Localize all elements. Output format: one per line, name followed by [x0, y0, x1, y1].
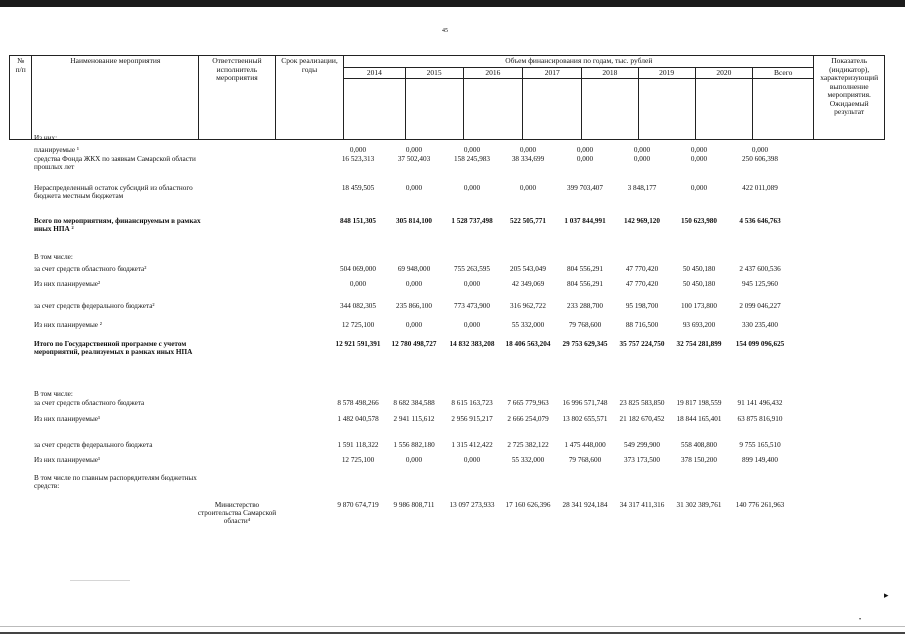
- cell-value: 899 149,400: [742, 456, 778, 464]
- row-label: Из них:: [34, 134, 58, 142]
- cell-value: 50 450,180: [682, 280, 716, 288]
- cell-value: 13 097 273,933: [449, 501, 495, 509]
- cell-value: 21 182 670,452: [619, 415, 665, 423]
- row-label: за счет средств федерального бюджета²: [34, 302, 155, 310]
- cell-value: 0,000: [463, 456, 481, 464]
- cell-value: 1 591 118,322: [337, 441, 379, 449]
- cell-value: 2 725 382,122: [507, 441, 549, 449]
- cell-value: 17 160 626,396: [505, 501, 551, 509]
- header-spacer: [582, 79, 638, 140]
- cell-value: 69 948,000: [397, 265, 431, 273]
- cell-value: 12 725,100: [341, 321, 375, 329]
- row-label: Из них планируемые ²: [34, 321, 102, 329]
- header-year: 2016: [463, 67, 522, 79]
- cell-value: 0,000: [751, 146, 769, 154]
- cell-value: 558 408,800: [681, 441, 717, 449]
- row-label: Итого по Государственной программе с учетом мероприятий, реализуемых в рамках иных НПА: [34, 340, 193, 357]
- cell-value: 34 317 411,316: [619, 501, 665, 509]
- cell-value: 93 693,200: [682, 321, 716, 329]
- scan-mark: •: [859, 617, 862, 623]
- cell-value: 0,000: [633, 146, 651, 154]
- cell-value: 378 150,200: [681, 456, 717, 464]
- cell-value: 88 716,500: [625, 321, 659, 329]
- cell-value: 330 235,400: [742, 321, 778, 329]
- cell-value: 0,000: [405, 456, 423, 464]
- header-spacer: [344, 79, 405, 140]
- header-year: 2019: [638, 67, 695, 79]
- cell-value: 37 502,403: [397, 155, 431, 163]
- cell-value: 1 482 040,578: [337, 415, 379, 423]
- cell-value: 95 198,700: [625, 302, 659, 310]
- cell-value: 0,000: [690, 184, 708, 192]
- cell-value: 2 666 254,079: [507, 415, 549, 423]
- cell-value: 8 682 384,588: [393, 399, 435, 407]
- cell-value: 12 725,100: [341, 456, 375, 464]
- row-label: Из них планируемые²: [34, 280, 101, 288]
- cell-value: 945 125,960: [742, 280, 778, 288]
- row-label: за счет средств областного бюджета: [34, 399, 145, 407]
- scan-top-band: [0, 0, 905, 7]
- cell-value: 31 302 389,761: [676, 501, 722, 509]
- cell-value: 205 543,049: [510, 265, 546, 273]
- cell-value: 55 332,000: [511, 456, 545, 464]
- cell-value: 79 768,600: [568, 456, 602, 464]
- row-label: средства Фонда ЖКХ по заявкам Самарской области прошлых лет: [34, 155, 196, 172]
- header-year: Всего: [753, 67, 814, 79]
- cell-value: 0,000: [405, 146, 423, 154]
- cell-value: 233 288,700: [567, 302, 603, 310]
- cell-value: 0,000: [463, 321, 481, 329]
- cell-value: 2 941 115,612: [393, 415, 435, 423]
- cell-value: 399 703,407: [567, 184, 603, 192]
- header-spacer: [523, 79, 582, 140]
- cell-value: 1 528 737,498: [451, 217, 493, 225]
- cell-value: 2 956 915,217: [451, 415, 493, 423]
- cell-value: 23 825 583,850: [619, 399, 665, 407]
- row-label: Из них планируемые¹: [34, 415, 101, 423]
- cell-value: 91 141 496,432: [737, 399, 783, 407]
- cell-value: 16 996 571,748: [562, 399, 608, 407]
- cell-value: 2 437 600,536: [739, 265, 781, 273]
- cell-value: 1 556 882,180: [393, 441, 435, 449]
- cell-value: 47 770,420: [625, 280, 659, 288]
- header-year: 2014: [344, 67, 405, 79]
- header-year: 2017: [523, 67, 582, 79]
- cell-value: 8 615 163,723: [451, 399, 493, 407]
- header-spacer: [695, 79, 752, 140]
- table-header: [9, 55, 885, 140]
- cell-value: 0,000: [519, 184, 537, 192]
- cell-value: 9 870 674,719: [337, 501, 379, 509]
- cell-value: 344 082,305: [340, 302, 376, 310]
- row-responsible: Министерство строительства Самарской области⁴: [197, 501, 277, 526]
- cell-value: 79 768,600: [568, 321, 602, 329]
- cell-value: 0,000: [405, 321, 423, 329]
- cell-value: 0,000: [405, 184, 423, 192]
- cell-value: 0,000: [576, 155, 594, 163]
- cell-value: 16 523,313: [341, 155, 375, 163]
- page-number: 45: [442, 28, 448, 34]
- scan-bottom-line: [0, 626, 905, 627]
- row-label: В том числе:: [34, 390, 73, 398]
- cell-value: 0,000: [349, 280, 367, 288]
- cell-value: 154 099 096,625: [735, 340, 785, 348]
- cell-value: 38 334,699: [511, 155, 545, 163]
- cell-value: 1 037 844,991: [564, 217, 606, 225]
- cell-value: 1 475 448,000: [564, 441, 606, 449]
- cell-value: 2 099 046,227: [739, 302, 781, 310]
- row-label: В том числе по главным распорядителям бюджетных средств:: [34, 474, 197, 491]
- cell-value: 100 173,800: [681, 302, 717, 310]
- cell-value: 42 349,069: [511, 280, 545, 288]
- header-spacer: [753, 79, 814, 140]
- header-year: 2015: [405, 67, 463, 79]
- cell-value: 142 969,120: [624, 217, 660, 225]
- scan-artifact: [70, 580, 130, 581]
- cell-value: 549 299,900: [624, 441, 660, 449]
- cell-value: 12 780 498,727: [391, 340, 437, 348]
- cell-value: 1 315 412,422: [451, 441, 493, 449]
- cell-value: 47 770,420: [625, 265, 659, 273]
- row-label: Всего по мероприятиям, финансируемым в рамках иных НПА ²: [34, 217, 201, 234]
- cell-value: 422 011,089: [742, 184, 778, 192]
- cell-value: 373 173,500: [624, 456, 660, 464]
- cell-value: 140 776 261,963: [735, 501, 785, 509]
- header-num: № п/п: [10, 56, 32, 140]
- cell-value: 804 556,291: [567, 280, 603, 288]
- cell-value: 12 921 591,391: [335, 340, 381, 348]
- scan-bottom-rule: [0, 632, 905, 634]
- cell-value: 4 536 646,763: [739, 217, 781, 225]
- cell-value: 32 754 281,899: [676, 340, 722, 348]
- cell-value: 150 623,980: [681, 217, 717, 225]
- cell-value: 35 757 224,750: [619, 340, 665, 348]
- cell-value: 0,000: [463, 146, 481, 154]
- cell-value: 158 245,983: [454, 155, 490, 163]
- row-label: В том числе:: [34, 253, 73, 261]
- cell-value: 28 341 924,184: [562, 501, 608, 509]
- header-indicator: Показатель (индикатор), характеризующий выполнение мероприятия. Ожидаемый результат: [814, 56, 885, 140]
- header-year: 2020: [695, 67, 752, 79]
- header-term: Срок реализации, годы: [275, 56, 343, 140]
- cell-value: 235 866,100: [396, 302, 432, 310]
- cell-value: 18 844 165,401: [676, 415, 722, 423]
- cell-value: 250 606,398: [742, 155, 778, 163]
- header-responsible: Ответственный исполнитель мероприятия: [199, 56, 276, 140]
- cell-value: 14 832 383,208: [449, 340, 495, 348]
- cell-value: 316 962,722: [510, 302, 546, 310]
- cell-value: 8 578 498,266: [337, 399, 379, 407]
- cell-value: 0,000: [576, 146, 594, 154]
- header-funding: Объем финансирования по годам, тыс. рублей: [344, 56, 814, 68]
- cell-value: 504 069,000: [340, 265, 376, 273]
- cell-value: 773 473,900: [454, 302, 490, 310]
- cell-value: 50 450,180: [682, 265, 716, 273]
- cell-value: 18 459,505: [341, 184, 375, 192]
- header-spacer: [638, 79, 695, 140]
- cell-value: 9 755 165,510: [739, 441, 781, 449]
- cell-value: 0,000: [405, 280, 423, 288]
- cell-value: 305 814,100: [396, 217, 432, 225]
- cell-value: 0,000: [633, 155, 651, 163]
- cell-value: 848 151,305: [340, 217, 376, 225]
- header-name: Наименование мероприятия: [32, 56, 199, 140]
- row-label: за счет средств федерального бюджета: [34, 441, 153, 449]
- scan-mark: ▸: [884, 590, 889, 600]
- cell-value: 7 665 779,963: [507, 399, 549, 407]
- cell-value: 0,000: [463, 280, 481, 288]
- cell-value: 804 556,291: [567, 265, 603, 273]
- cell-value: 3 848,177: [627, 184, 657, 192]
- cell-value: 0,000: [519, 146, 537, 154]
- cell-value: 755 263,595: [454, 265, 490, 273]
- row-label: планируемые ¹: [34, 146, 80, 154]
- cell-value: 522 505,771: [510, 217, 546, 225]
- cell-value: 9 986 808,711: [393, 501, 435, 509]
- row-label: за счет средств областного бюджета²: [34, 265, 147, 273]
- cell-value: 19 817 198,559: [676, 399, 722, 407]
- cell-value: 0,000: [690, 155, 708, 163]
- row-label: Из них планируемые¹: [34, 456, 101, 464]
- cell-value: 63 875 816,910: [737, 415, 783, 423]
- cell-value: 0,000: [690, 146, 708, 154]
- header-year: 2018: [582, 67, 638, 79]
- cell-value: 29 753 629,345: [562, 340, 608, 348]
- header-spacer: [463, 79, 522, 140]
- cell-value: 13 802 655,571: [562, 415, 608, 423]
- cell-value: 0,000: [349, 146, 367, 154]
- cell-value: 55 332,000: [511, 321, 545, 329]
- row-label: Нераспределенный остаток субсидий из областного бюджета местным бюджетам: [34, 184, 193, 201]
- cell-value: 18 406 563,204: [505, 340, 551, 348]
- header-spacer: [405, 79, 463, 140]
- cell-value: 0,000: [463, 184, 481, 192]
